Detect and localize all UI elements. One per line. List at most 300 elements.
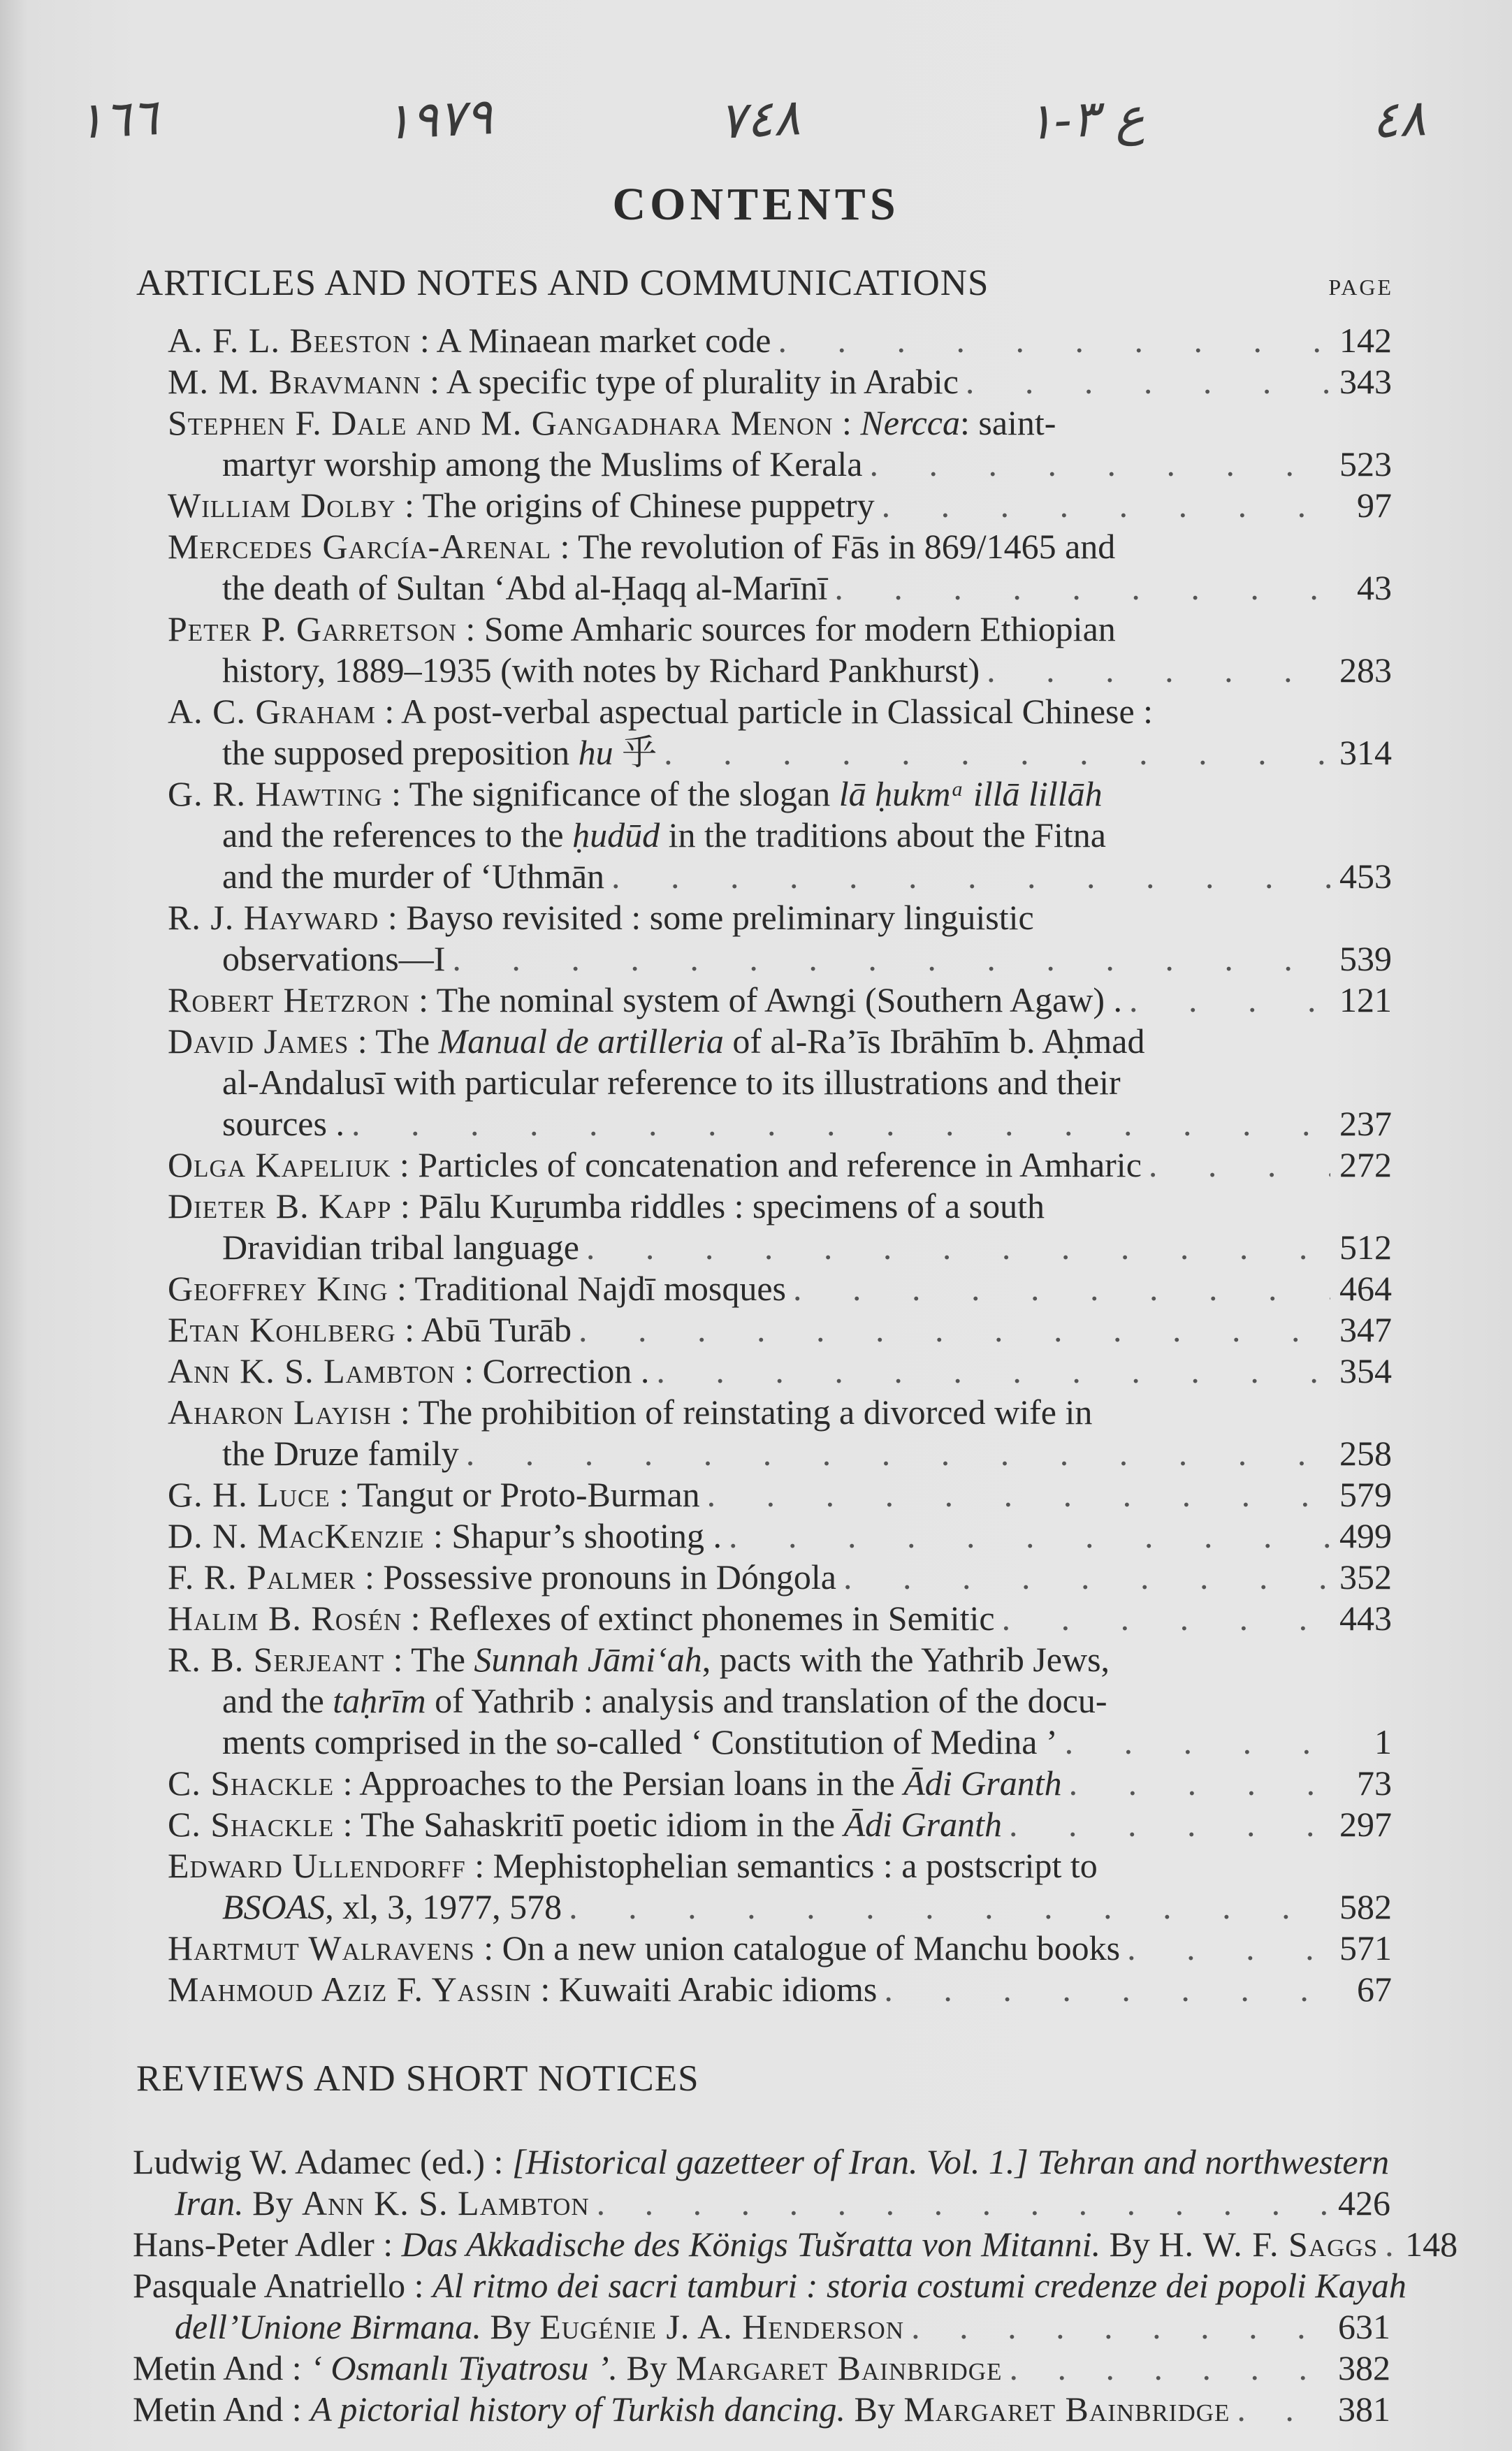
entry-line xyxy=(133,2224,1458,2265)
entry-text: 乎 xyxy=(613,733,657,772)
page-number: 148 xyxy=(1405,2225,1458,2264)
toc-entry xyxy=(168,980,1392,1021)
entry-line xyxy=(168,1969,1392,2010)
entry-line xyxy=(168,1598,1392,1639)
leader-dots xyxy=(700,1474,1330,1515)
entry-line xyxy=(168,1639,1392,1680)
entry-line-text xyxy=(175,2306,904,2348)
author-name: William Dolby xyxy=(168,486,396,525)
author-name: Edward Ullendorff xyxy=(168,1846,466,1885)
entry-text: Shapur’s shooting . xyxy=(451,1516,722,1555)
entry-text: The prohibition of reinstating a divorced wife in xyxy=(418,1392,1093,1432)
toc-entry xyxy=(168,1598,1392,1639)
entry-text: Metin And : xyxy=(133,2390,311,2429)
entry-line xyxy=(168,567,1392,609)
handwritten-annotations xyxy=(77,77,1425,161)
separator: : xyxy=(402,1599,430,1638)
entry-text: Al ritmo dei sacri tamburi : storia costumi credenze dei popoli Kayah xyxy=(432,2266,1406,2305)
separator: : xyxy=(356,1557,384,1597)
handwritten-note: ١٩٧٩ xyxy=(383,87,494,151)
separator: : xyxy=(334,1805,361,1844)
entry-line xyxy=(168,1515,1392,1557)
entry-line xyxy=(168,1268,1392,1309)
page-number: 237 xyxy=(1339,1104,1392,1143)
review-entry xyxy=(133,2389,1390,2430)
entry-text: By xyxy=(845,2390,904,2429)
entry-line-text xyxy=(222,1680,1107,1722)
entry-text: history, 1889–1935 (with notes by Richard Pankhurst) xyxy=(222,650,980,690)
leader-dots xyxy=(445,938,1330,980)
author-name: David James xyxy=(168,1021,349,1061)
leader-dots xyxy=(649,1351,1330,1392)
separator: : xyxy=(455,1351,483,1390)
toc-entry xyxy=(168,1351,1392,1392)
separator: : xyxy=(411,321,437,360)
entry-line-text xyxy=(168,402,1056,444)
entry-text: Approaches to the Persian loans in the xyxy=(359,1763,904,1803)
page-number: 142 xyxy=(1339,321,1392,360)
entry-text: Ādi Granth xyxy=(903,1763,1062,1803)
page-number: 67 xyxy=(1357,1970,1392,2009)
entry-text: dell’Unione Birmana. xyxy=(175,2307,481,2346)
reviews-heading: REVIEWS AND SHORT NOTICES xyxy=(136,2058,699,2099)
entry-line-text xyxy=(168,1763,1062,1804)
entry-line xyxy=(168,609,1392,650)
entry-text: A post-verbal aspectual particle in Classical Chinese : xyxy=(401,692,1154,731)
entry-line-text xyxy=(168,361,959,402)
page-number: 382 xyxy=(1338,2348,1390,2387)
entry-line-text xyxy=(168,526,1115,567)
entry-text: Ādi Granth xyxy=(843,1805,1003,1844)
entry-line xyxy=(168,815,1392,856)
entry-line xyxy=(133,2348,1390,2389)
separator: : xyxy=(395,486,423,525)
leader-dots xyxy=(995,1598,1330,1639)
toc-entry xyxy=(168,1557,1392,1598)
entry-line xyxy=(168,1804,1392,1845)
page-number: 347 xyxy=(1339,1310,1392,1349)
entry-text: Some Amharic sources for modern Ethiopian xyxy=(484,609,1116,648)
author-name: A. C. Graham xyxy=(168,692,376,731)
entry-text: On a new union catalogue of Manchu books xyxy=(502,1928,1121,1968)
entry-text: martyr worship among the Muslims of Kerala xyxy=(222,444,863,483)
entry-text: Abū Turāb xyxy=(421,1310,572,1349)
author-name: R. J. Hayward xyxy=(168,898,379,937)
separator: : xyxy=(382,774,409,813)
entry-text: of al-Ra’īs Ibrāhīm b. Aḥmad xyxy=(723,1021,1145,1061)
separator: : xyxy=(391,1145,419,1184)
separator: : xyxy=(334,1763,360,1803)
toc-entry xyxy=(168,1763,1392,1804)
leader-dots xyxy=(1120,1928,1330,1969)
author-name: Stephen F. Dale and M. Gangadhara Menon xyxy=(168,403,834,442)
entry-line-text xyxy=(222,856,604,897)
entry-line-text xyxy=(168,1268,786,1309)
entry-line xyxy=(168,773,1392,815)
entry-line-text xyxy=(168,1392,1092,1433)
author-name: Mercedes García-Arenal xyxy=(168,527,551,566)
entry-text: Hans-Peter Adler : xyxy=(133,2225,402,2264)
entry-line-text xyxy=(168,1474,700,1515)
entry-text: Metin And : xyxy=(133,2348,311,2387)
separator: : xyxy=(330,1475,357,1514)
toc-entry xyxy=(168,1639,1392,1763)
leader-dots xyxy=(959,361,1330,402)
page-number: 453 xyxy=(1339,857,1392,896)
entry-text: in the traditions about the Fitna xyxy=(660,815,1106,854)
toc-entry xyxy=(168,1186,1392,1268)
leader-dots xyxy=(590,2183,1328,2224)
page-number: 297 xyxy=(1339,1805,1392,1844)
separator: : xyxy=(421,362,446,401)
leader-dots xyxy=(875,485,1330,526)
entry-text: Ann K. S. Lambton xyxy=(301,2183,590,2223)
entry-line-text xyxy=(222,1886,562,1928)
page-number: 464 xyxy=(1339,1269,1392,1308)
author-name: Dieter B. Kapp xyxy=(168,1186,392,1226)
page-number: 258 xyxy=(1339,1434,1392,1473)
toc-entry xyxy=(168,402,1392,485)
entry-text: Pālu Kuṟumba riddles : specimens of a south xyxy=(419,1186,1045,1226)
leader-dots xyxy=(771,320,1330,361)
entry-text: the Druze family xyxy=(222,1434,459,1473)
entry-line-text xyxy=(168,1351,649,1392)
entry-line xyxy=(168,1186,1392,1227)
separator: : xyxy=(424,1516,452,1555)
entry-text: BSOAS xyxy=(222,1887,326,1926)
entry-line-text xyxy=(168,320,771,361)
page-number: 571 xyxy=(1339,1928,1392,1968)
entry-text: The nominal system of Awngi (Southern Agaw) . xyxy=(436,980,1123,1019)
author-name: Olga Kapeliuk xyxy=(168,1145,391,1184)
entry-text: hu xyxy=(578,733,613,772)
entry-line xyxy=(168,1351,1392,1392)
entry-line-text xyxy=(133,2265,1406,2306)
entry-line xyxy=(133,2141,1390,2183)
entry-line xyxy=(133,2306,1390,2348)
page-number: 343 xyxy=(1339,362,1392,401)
leader-dots xyxy=(1122,980,1330,1021)
leader-dots xyxy=(1002,2348,1328,2389)
entry-line-text xyxy=(168,1928,1120,1969)
toc-entry xyxy=(168,320,1392,361)
entry-text: Pasquale Anatriello : xyxy=(133,2266,433,2305)
separator: : xyxy=(833,403,861,442)
entry-text: , xl, 3, 1977, 578 xyxy=(325,1887,562,1926)
entry-text: Correction . xyxy=(482,1351,650,1390)
entry-text: Margaret Bainbridge xyxy=(903,2390,1230,2429)
entry-line xyxy=(168,1474,1392,1515)
entry-line-text xyxy=(222,1433,459,1474)
entry-line-text xyxy=(222,1227,579,1268)
entry-line-text xyxy=(168,485,875,526)
entry-line xyxy=(168,938,1392,980)
page-number: 97 xyxy=(1357,486,1392,525)
author-name: G. H. Luce xyxy=(168,1475,330,1514)
entry-line xyxy=(168,1722,1392,1763)
entry-text: Manual de artilleria xyxy=(438,1021,724,1061)
toc-entry xyxy=(168,609,1392,691)
entry-line xyxy=(168,402,1392,444)
page-number: 283 xyxy=(1339,650,1392,690)
author-name: Mahmoud Aziz F. Yassin xyxy=(168,1970,532,2009)
page-number: 512 xyxy=(1339,1228,1392,1267)
leader-dots xyxy=(572,1309,1330,1351)
leader-dots xyxy=(904,2306,1328,2348)
entry-text: Nercca xyxy=(860,403,960,442)
entry-text: and the murder of ‘Uthmān xyxy=(222,857,605,896)
entry-text: Iran. xyxy=(175,2183,244,2223)
author-name: G. R. Hawting xyxy=(168,774,383,813)
entry-text: Mephistophelian semantics : a postscript to xyxy=(493,1846,1098,1885)
entry-text: al-Andalusī with particular reference to its illustrations and their xyxy=(222,1063,1121,1102)
entry-line xyxy=(133,2265,1406,2306)
entry-text: Traditional Najdī mosques xyxy=(414,1269,786,1308)
entry-line-text xyxy=(175,2183,590,2224)
entry-text: Tangut or Proto-Burman xyxy=(356,1475,700,1514)
author-name: F. R. Palmer xyxy=(168,1557,356,1597)
entry-line-text xyxy=(168,1598,995,1639)
entry-line xyxy=(168,361,1392,402)
review-entry xyxy=(133,2265,1406,2348)
entry-text: By xyxy=(481,2307,540,2346)
entry-line-text xyxy=(168,1557,836,1598)
leader-dots xyxy=(1142,1144,1330,1186)
entry-text: The xyxy=(375,1021,439,1061)
entry-text: : saint- xyxy=(959,403,1056,442)
articles-list xyxy=(168,320,1392,2010)
entry-text: , pacts with the Yathrib Jews, xyxy=(702,1640,1110,1679)
review-entry xyxy=(133,2224,1458,2265)
entry-line xyxy=(168,1928,1392,1969)
leader-dots xyxy=(980,650,1330,691)
entry-line xyxy=(168,1557,1392,1598)
entry-text: H. W. F. Saggs xyxy=(1158,2225,1379,2264)
entry-line-text xyxy=(222,815,1106,856)
entry-line-text xyxy=(168,1144,1142,1186)
page-number: 539 xyxy=(1339,939,1392,978)
entry-text: The xyxy=(411,1640,474,1679)
entry-line-text xyxy=(168,609,1116,650)
entry-line xyxy=(168,1227,1392,1268)
entry-line-text xyxy=(168,1845,1098,1886)
leader-dots xyxy=(1058,1722,1330,1763)
reviews-list xyxy=(133,2141,1458,2430)
author-name: C. Shackle xyxy=(168,1805,335,1844)
entry-line xyxy=(168,1392,1392,1433)
separator: : xyxy=(379,898,407,937)
entry-line-text xyxy=(222,444,862,485)
author-name: Peter P. Garretson xyxy=(168,609,457,648)
toc-entry xyxy=(168,485,1392,526)
handwritten-note: ع ٣-١ xyxy=(1025,86,1147,152)
entry-text: observations—I xyxy=(222,939,446,978)
leader-dots xyxy=(722,1515,1330,1557)
entry-line-text xyxy=(168,1021,1144,1062)
entry-text: ḥudūd xyxy=(572,815,660,854)
leader-dots xyxy=(604,856,1330,897)
handwritten-note: ١٦٦ xyxy=(75,87,160,150)
entry-line xyxy=(168,1309,1392,1351)
entry-line-text xyxy=(133,2224,1378,2265)
entry-text: Particles of concatenation and reference in Amharic xyxy=(418,1145,1142,1184)
leader-dots xyxy=(786,1268,1330,1309)
leader-dots xyxy=(877,1969,1330,2010)
page-title: CONTENTS xyxy=(612,179,900,230)
leader-dots xyxy=(1002,1804,1330,1845)
toc-entry xyxy=(168,1268,1392,1309)
author-name: Halim B. Rosén xyxy=(168,1599,402,1638)
handwritten-note: ٧٤٨ xyxy=(717,87,802,150)
entry-line-text xyxy=(168,1804,1002,1845)
page-number: 272 xyxy=(1339,1145,1392,1184)
page-number: 579 xyxy=(1339,1475,1392,1514)
entry-line-text xyxy=(168,1186,1045,1227)
entry-line-text xyxy=(222,1062,1121,1103)
entry-text: Kuwaiti Arabic idioms xyxy=(558,1970,878,2009)
entry-line xyxy=(168,1103,1392,1144)
separator: : xyxy=(465,1846,493,1885)
separator: : xyxy=(395,1310,421,1349)
entry-line xyxy=(168,1144,1392,1186)
leader-dots xyxy=(862,444,1330,485)
toc-entry xyxy=(168,1969,1392,2010)
page-number: 631 xyxy=(1338,2307,1390,2346)
entry-line xyxy=(168,1021,1392,1062)
toc-entry xyxy=(168,526,1392,609)
entry-text: taḥrīm xyxy=(333,1681,426,1720)
entry-line xyxy=(133,2389,1390,2430)
entry-line xyxy=(168,897,1392,938)
page-number: 314 xyxy=(1339,733,1392,772)
entry-text: Ludwig W. Adamec (ed.) : xyxy=(133,2142,512,2181)
entry-line-text xyxy=(168,980,1122,1021)
entry-line xyxy=(168,691,1392,732)
page-number: 73 xyxy=(1357,1763,1392,1803)
author-name: Ann K. S. Lambton xyxy=(168,1351,456,1390)
entry-line xyxy=(168,1062,1392,1103)
entry-line xyxy=(168,1680,1392,1722)
entry-text: Dravidian tribal language xyxy=(222,1228,579,1267)
entry-text: the supposed preposition xyxy=(222,733,579,772)
leader-dots xyxy=(1062,1763,1330,1804)
entry-text: By xyxy=(1100,2225,1159,2264)
entry-line-text xyxy=(222,938,445,980)
entry-line-text xyxy=(222,1722,1058,1763)
entry-line xyxy=(168,320,1392,361)
separator: : xyxy=(474,1928,502,1968)
entry-text: sources . xyxy=(222,1104,344,1143)
page-number: 121 xyxy=(1339,980,1392,1019)
entry-line-text xyxy=(222,650,980,691)
entry-line xyxy=(168,732,1392,773)
entry-text: of Yathrib : analysis and translation of the docu- xyxy=(426,1681,1107,1720)
entry-text: and the xyxy=(222,1681,333,1720)
reviews-heading-row xyxy=(136,2058,1393,2100)
separator: : xyxy=(384,1640,412,1679)
author-name: Etan Kohlberg xyxy=(168,1310,396,1349)
separator: : xyxy=(531,1970,559,2009)
entry-line xyxy=(168,1886,1392,1928)
entry-text: Sunnah Jāmi‘ah xyxy=(474,1640,702,1679)
review-entry xyxy=(133,2348,1390,2389)
entry-line-text xyxy=(222,567,827,609)
leader-dots xyxy=(344,1103,1330,1144)
entry-text: Eugénie J. A. Henderson xyxy=(539,2307,905,2346)
toc-entry xyxy=(168,691,1392,773)
author-name: R. B. Serjeant xyxy=(168,1640,385,1679)
author-name: C. Shackle xyxy=(168,1763,335,1803)
entry-line xyxy=(168,444,1392,485)
entry-text: Possessive pronouns in Dóngola xyxy=(383,1557,836,1597)
separator: : xyxy=(456,609,484,648)
leader-dots xyxy=(836,1557,1330,1598)
page-number: 354 xyxy=(1339,1351,1392,1390)
page-number: 1 xyxy=(1374,1722,1392,1761)
articles-heading: ARTICLES AND NOTES AND COMMUNICATIONS xyxy=(136,263,989,303)
entry-text: A specific type of plurality in Arabic xyxy=(446,362,959,401)
entry-text: The revolution of Fās in 869/1465 and xyxy=(577,527,1116,566)
entry-text: Das Akkadische des Königs Tušratta von Mitanni. xyxy=(401,2225,1101,2264)
page-number: 523 xyxy=(1339,444,1392,483)
author-name: Aharon Layish xyxy=(168,1392,392,1432)
toc-entry xyxy=(168,1392,1392,1474)
separator: : xyxy=(388,1269,415,1308)
entry-line xyxy=(168,856,1392,897)
entry-line xyxy=(168,1763,1392,1804)
entry-line-text xyxy=(133,2141,1389,2183)
toc-entry xyxy=(168,1804,1392,1845)
separator: : xyxy=(391,1186,419,1226)
separator: : xyxy=(391,1392,419,1432)
entry-text: The origins of Chinese puppetry xyxy=(422,486,875,525)
entry-line-text xyxy=(168,773,1103,815)
entry-text: lā ḥukmᵃ illā lillāh xyxy=(838,774,1103,813)
entry-line-text xyxy=(133,2348,1002,2389)
page-number: 352 xyxy=(1339,1557,1392,1597)
separator: : xyxy=(409,980,437,1019)
entry-line-text xyxy=(168,1969,877,2010)
entry-line-text xyxy=(133,2389,1230,2430)
leader-dots xyxy=(459,1433,1330,1474)
entry-line-text xyxy=(222,732,657,773)
page-number: 426 xyxy=(1338,2183,1390,2223)
entry-text: A Minaean market code xyxy=(436,321,771,360)
toc-entry xyxy=(168,1021,1392,1144)
entry-text: By xyxy=(618,2348,676,2387)
entry-line-text xyxy=(168,1309,572,1351)
separator: : xyxy=(551,527,578,566)
leader-dots xyxy=(579,1227,1330,1268)
entry-text: Reflexes of extinct phonemes in Semitic xyxy=(429,1599,995,1638)
entry-line xyxy=(168,1845,1392,1886)
handwritten-note: ٤٨ xyxy=(1369,88,1427,150)
author-name: A. F. L. Beeston xyxy=(168,321,412,360)
entry-line xyxy=(168,650,1392,691)
separator: : xyxy=(375,692,401,731)
entry-text: [Historical gazetteer of Iran. Vol. 1.] Tehran and northwestern xyxy=(511,2142,1390,2181)
leader-dots xyxy=(657,732,1330,773)
entry-line-text xyxy=(222,1103,344,1144)
entry-line xyxy=(168,1433,1392,1474)
page-column-label: PAGE xyxy=(1328,275,1393,300)
entry-line-text xyxy=(168,691,1153,732)
entry-line xyxy=(133,2183,1390,2224)
author-name: Geoffrey King xyxy=(168,1269,388,1308)
entry-text: A pictorial history of Turkish dancing. xyxy=(310,2390,845,2429)
page-number: 499 xyxy=(1339,1516,1392,1555)
page-number: 381 xyxy=(1338,2390,1390,2429)
